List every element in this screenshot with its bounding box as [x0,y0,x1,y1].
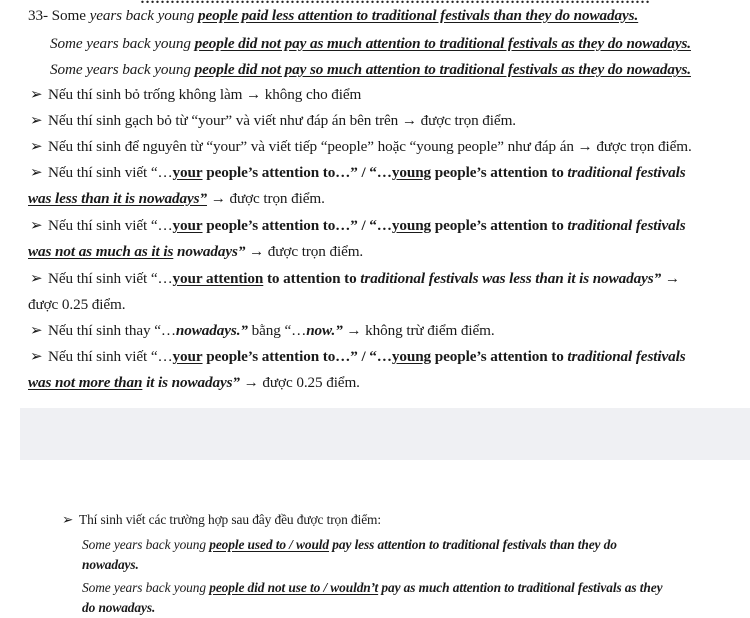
rule-text: Nếu thí sinh thay “… [48,322,176,339]
note-text: nowadays. [82,557,139,572]
note-intro-text: Thí sinh viết các trường hợp sau đây đều được trọn điểm: [79,512,381,527]
rule-text: → được trọn điểm. [249,243,364,260]
rule-text: people’s attention to…” / “… [206,164,392,181]
bullet-arrow-icon: ➢ [30,164,43,181]
rule-2 [30,111,516,131]
rule-word: young [391,164,432,181]
bullet-arrow-icon: ➢ [30,217,43,234]
answer-1-plain: Some years back young [50,35,191,52]
rule-4 [30,163,686,183]
answer-2-underlined: people did not pay so much attention to traditional festivals as they do nowadays. [194,61,691,78]
answer-1-underlined: people did not pay as much attention to traditional festivals as they do nowadays. [194,35,691,52]
question-33 [28,6,638,26]
rule-word: your [172,164,203,181]
answer-2-plain: Some years back young [50,61,191,78]
rule-text: được 0.25 điểm. [28,296,126,313]
rule-word: your [172,217,203,234]
rule-word: young [391,348,432,365]
note-intro [62,511,381,529]
rule-text: Nếu thí sinh viết “… [48,348,173,365]
rule-text: traditional festivals [567,217,686,234]
rule-text: → không trừ điểm điểm. [346,322,495,339]
answer-2 [50,60,691,80]
rule-text: traditional festivals [567,164,686,181]
note-text: do nowadays. [82,600,156,615]
bullet-arrow-icon: ➢ [62,512,74,527]
note-text: Some years back young [82,580,206,595]
rule-text: Nếu thí sinh gạch bỏ từ “your” và viết như đáp án bên trên → được trọn điểm. [48,112,516,129]
rule-text: to attention to [266,270,357,287]
rule-text: → được trọn điểm. [210,190,325,207]
rule-word: your [172,348,203,365]
question-number: 33- [28,7,48,24]
note-line-1 [82,536,617,554]
note-text: pay as much attention to traditional festivals as they [381,580,663,595]
rule-word: young [391,217,432,234]
cropped-previous-line [140,0,680,3]
note-underlined: people did not use to / wouldn’t [209,580,379,595]
rule-6 [30,269,680,289]
bullet-arrow-icon: ➢ [30,322,43,339]
bullet-arrow-icon: ➢ [30,348,43,365]
rule-text: people’s attention to [434,348,564,365]
rule-text: people’s attention to [434,164,564,181]
bullet-arrow-icon: ➢ [30,86,43,103]
rule-word: your attention [172,270,264,287]
rule-4-cont [28,189,325,209]
note-line-2 [82,579,662,597]
rule-text: was not as much as it is [28,243,174,260]
rule-8 [30,347,686,367]
q-text-italic: years back young [89,7,195,24]
note-line-1-cont [82,556,139,574]
rule-text: people’s attention to [434,217,564,234]
gray-separator-band [20,408,750,460]
rule-text: people’s attention to…” / “… [206,217,392,234]
rule-text: traditional festivals [567,348,686,365]
q-text-plain: Some [51,7,86,24]
note-line-2-cont [82,599,155,617]
note-text: pay less attention to traditional festivals than they do [332,537,617,552]
rule-text: → được 0.25 điểm. [243,374,360,391]
note-underlined: people used to / would [209,537,330,552]
rule-text: nowadays.” [175,322,248,339]
rule-text: Nếu thí sinh để nguyên từ “your” và viết tiếp “people” hoặc “young people” như đáp án → được trọn điểm. [48,138,692,155]
rule-text: was less than it is nowadays” [28,190,207,207]
bullet-arrow-icon: ➢ [30,138,43,155]
rule-text: → [664,270,680,287]
rule-text: Nếu thí sinh bỏ trống không làm → không cho điểm [48,86,362,103]
answer-1 [50,34,691,54]
rule-text: Nếu thí sinh viết “… [48,164,173,181]
rule-text: Nếu thí sinh viết “… [48,217,173,234]
note-text: Some years back young [82,537,206,552]
rule-text: Nếu thí sinh viết “… [48,270,173,287]
rule-text: people’s attention to…” / “… [206,348,392,365]
rule-text: it is nowadays” [146,374,240,391]
rule-5 [30,216,686,236]
rule-7 [30,321,495,341]
rule-text: was not more than [28,374,143,391]
bullet-arrow-icon: ➢ [30,270,43,287]
bullet-arrow-icon: ➢ [30,112,43,129]
rule-text: now.” [306,322,343,339]
rule-1 [30,85,361,105]
q-text-underlined: people paid less attention to traditional festivals than they do nowadays. [197,7,639,24]
rule-text: bằng “… [251,322,307,339]
rule-text: nowadays” [177,243,246,260]
rule-8-cont [28,373,360,393]
rule-3 [30,137,692,157]
rule-6-cont [28,295,125,315]
rule-text: traditional festivals was less than it is nowadays” [360,270,662,287]
rule-5-cont [28,242,363,262]
